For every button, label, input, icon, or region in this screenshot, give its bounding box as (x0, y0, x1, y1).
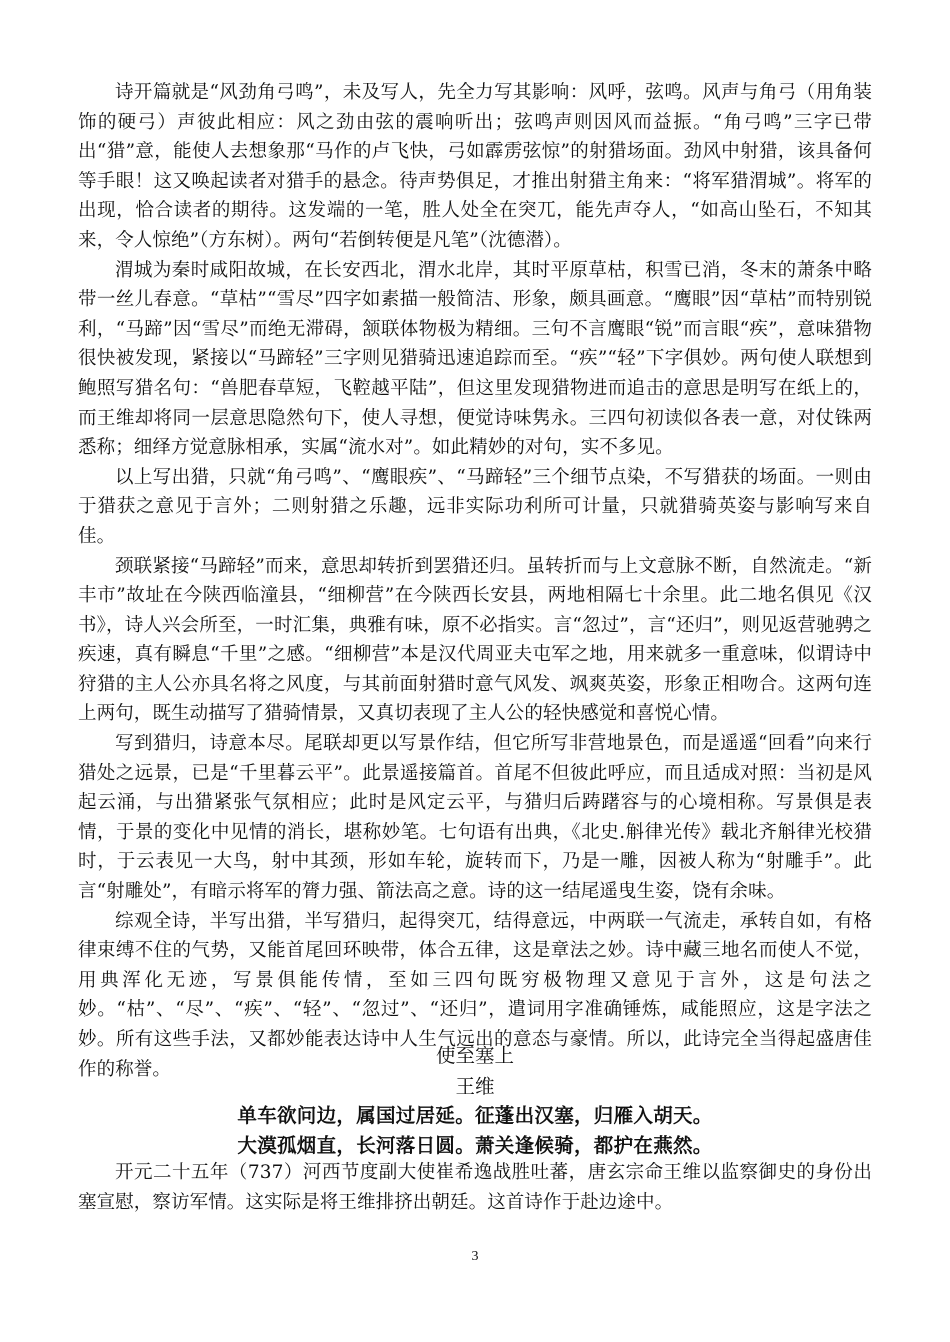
commentary-paragraph-6: 综观全诗，半写出猎，半写猎归，起得突兀，结得意远，中两联一气流走，承转自如，有格律束缚不住的气势，又能首尾回环映带，体合五律，这是章法之妙。诗中藏三地名而使人不觉，用典浑化无迹，写景俱能传情，至如三四句既穷极物理又意见于言外，这是句法之妙。“枯”、“尽”、“疾”、“轻”、“忽过”、“还归”，遣词用字准确锤炼，咸能照应，这是字法之妙。所有这些手法，又都妙能表达诗中人生气远出的意态与豪情。所以，此诗完全当得起盛唐佳作的称誉。 (78, 910, 872, 1080)
poem-line-1: 单车欲问边，属国过居延。征蓬出汉塞，归雁入胡天。 (237, 1104, 713, 1127)
commentary-paragraph-1: 诗开篇就是“风劲角弓鸣”，未及写人，先全力写其影响：风呼，弦鸣。风声与角弓（用角装饰的硬弓）声彼此相应：风之劲由弦的震响听出；弦鸣声则因风而益振。“角弓鸣”三字已带出“猎”意，能使人去想象那“马作的卢飞快，弓如霹雳弦惊”的射猎场面。劲风中射猎，该具备何等手眼！这又唤起读者对猎手的悬念。待声势俱足，才推出射猎主角来：“将军猎渭城”。将军的出现，恰合读者的期待。这发端的一笔，胜人处全在突兀，能先声夺人，“如高山坠石，不知其来，令人惊绝”（方东树）。两句“若倒转便是凡笔”（沈德潜）。 (78, 82, 872, 251)
poem-intro-paragraph: 开元二十五年（737）河西节度副大使崔希逸战胜吐蕃，唐玄宗命王维以监察御史的身份出塞宣慰，察访军情。这实际是将王维排挤出朝廷。这首诗作于赴边途中。 (78, 1162, 872, 1213)
page-number: 3 (471, 1249, 479, 1264)
commentary-paragraph-4: 颈联紧接“马蹄轻”而来，意思却转折到罢猎还归。虽转折而与上文意脉不断，自然流走。“新丰市”故址在今陕西临潼县，“细柳营”在今陕西长安县，两地相隔七十余里。此二地名俱见《汉书》，诗人兴会所至，一时汇集，典雅有味，原不必指实。言“忽过”，言“还归”，则见返营驰骋之疾速，真有瞬息“千里”之感。“细柳营”本是汉代周亚夫屯军之地，用来就多一重意味，似谓诗中狩猎的主人公亦具名将之风度，与其前面射猎时意气风发、飒爽英姿，形象正相吻合。这两句连上两句，既生动描写了猎骑情景，又真切表现了主人公的轻快感觉和喜悦心情。 (78, 555, 872, 725)
commentary-paragraph-2: 渭城为秦时咸阳故城，在长安西北，渭水北岸，其时平原草枯，积雪已消，冬末的萧条中略带一丝儿春意。“草枯”“雪尽”四字如素描一般简洁、形象，颇具画意。“鹰眼”因“草枯”而特别锐利，“马蹄”因“雪尽”而绝无滞碍，颔联体物极为精细。三句不言鹰眼“锐”而言眼“疾”，意味猎物很快被发现，紧接以“马蹄轻”三字则见猎骑迅速追踪而至。“疾”“轻”下字俱妙。两句使人联想到鲍照写猎名句：“兽肥春草短，飞鞚越平陆”，但这里发现猎物进而追击的意思是明写在纸上的，而王维却将同一层意思隐然句下，使人寻想，便觉诗味隽永。三四句初读似各表一意，对仗铢两悉称；细绎方觉意脉相承，实属“流水对”。如此精妙的对句，实不多见。 (78, 259, 872, 459)
poem-author: 王维 (455, 1075, 495, 1098)
commentary-body (78, 78, 872, 1084)
poem-intro (78, 1158, 872, 1217)
commentary-paragraph-5: 写到猎归，诗意本尽。尾联却更以写景作结，但它所写非营地景色，而是遥遥“回看”向来行猎处之远景，已是“千里暮云平”。此景遥接篇首。首尾不但彼此呼应，而且适成对照：当初是风起云涌，与出猎紧张气氛相应；此时是风定云平，与猎归后踌躇容与的心境相称。写景俱是表情，于景的变化中见情的消长，堪称妙笔。七句语有出典，《北史.斛律光传》载北齐斛律光校猎时，于云表见一大鸟，射中其颈，形如车轮，旋转而下，乃是一雕，因被人称为“射雕手”。此言“射雕处”，有暗示将军的膂力强、箭法高之意。诗的这一结尾遥曳生姿，饶有余味。 (78, 733, 872, 903)
poem-line-2: 大漠孤烟直，长河落日圆。萧关逢候骑，都护在燕然。 (237, 1134, 713, 1157)
poem-title: 使至塞上 (435, 1044, 514, 1067)
commentary-paragraph-3: 以上写出猎，只就“角弓鸣”、“鹰眼疾”、“马蹄轻”三个细节点染，不写猎获的场面。一则由于猎获之意见于言外；二则射猎之乐趣，远非实际功利所可计量，只就猎骑英姿与影响写来自佳。 (78, 466, 872, 547)
